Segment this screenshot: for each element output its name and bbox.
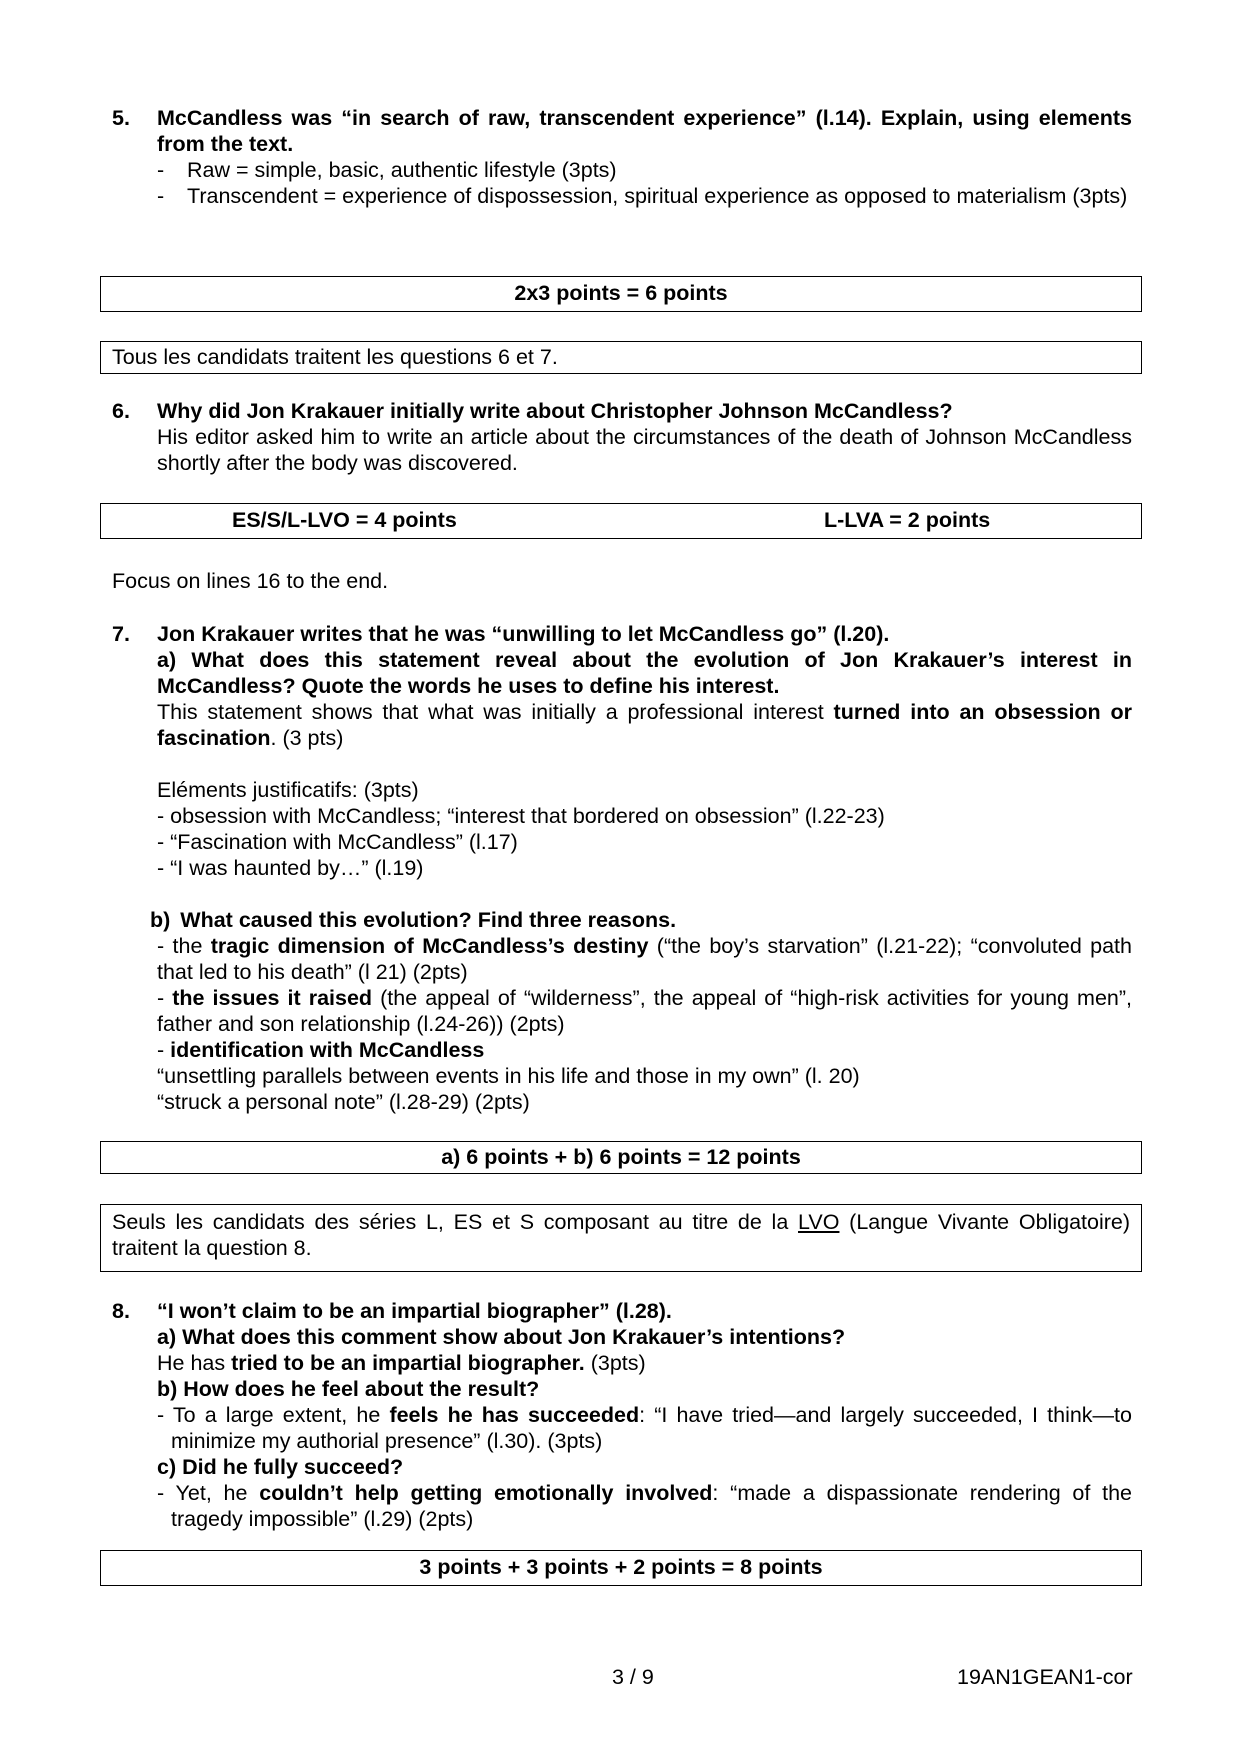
question-title: “I won’t claim to be an impartial biographer” (l.28). [157,1299,672,1323]
sub-question-a: a) What does this comment show about Jon Krakauer’s intentions? [157,1325,846,1349]
question-title: Why did Jon Krakauer initially write about Christopher Johnson McCandless? [157,399,953,423]
question-number: 5. [112,106,130,130]
quote-line: “unsettling parallels between events in his life and those in my own” (l. 20) [157,1064,860,1088]
points-lvo: ES/S/L-LVO = 4 points [232,508,457,532]
sub-question-b: b) How does he feel about the result? [157,1377,540,1401]
answer-c: - Yet, he couldn’t help getting emotionally involved: “made a dispassionate rendering of the tragedy impossible” (l.29) (2pts) [157,1481,1132,1531]
question-title: McCandless was “in search of raw, transcendent experience” (l.14). Explain, using elements from the text. [157,106,1132,156]
answer-text: Transcendent = experience of dispossession, spiritual experience as opposed to materialism (3pts) [187,184,1128,208]
question-5 [112,105,1132,255]
question-number: 7. [112,622,130,646]
answer-text: Raw = simple, basic, authentic lifestyle (3pts) [187,158,617,182]
answer-a: This statement shows that what was initially a professional interest turned into an obsession or fascination. (3 pts) [157,700,1132,750]
page-number: 3 / 9 [612,1665,654,1689]
question-6 [112,398,1132,478]
list-item: - “Fascination with McCandless” (l.17) [157,830,518,854]
points-box-q8: 3 points + 3 points + 2 points = 8 points [100,1550,1142,1586]
instruction-box-lvo: Seuls les candidats des séries L, ES et S composant au titre de la LVO (Langue Vivante Obligatoire) traitent la question 8. [100,1204,1142,1272]
list-item: - “I was haunted by…” (l.19) [157,856,424,880]
focus-instruction: Focus on lines 16 to the end. [112,569,389,593]
answer-text: His editor asked him to write an article about the circumstances of the death of Johnson McCandless shortly after the body was discovered. [157,425,1132,475]
question-title: Jon Krakauer writes that he was “unwilling to let McCandless go” (l.20). [157,622,890,646]
reason-3: - identification with McCandless [157,1038,485,1062]
sub-question-a: a) What does this statement reveal about the evolution of Jon Krakauer’s interest in McCandless? Quote the words he uses to define his interest. [157,648,1132,698]
points-box-q7: a) 6 points + b) 6 points = 12 points [100,1141,1142,1174]
list-item: - obsession with McCandless; “interest that bordered on obsession” (l.22-23) [157,804,885,828]
document-code: 19AN1GEAN1-cor [957,1665,1133,1689]
answer-a: He has tried to be an impartial biographer. (3pts) [157,1351,646,1375]
elements-title: Eléments justificatifs: (3pts) [157,778,419,802]
list-item: - Transcendent = experience of dispossession, spiritual experience as opposed to materialism (3pts) [157,184,1128,208]
question-7 [112,621,1132,1121]
instruction-box-all: Tous les candidats traitent les questions 6 et 7. [100,341,1142,374]
list-item: - Raw = simple, basic, authentic lifestyle (3pts) [157,158,617,182]
answer-b [157,933,1132,1115]
sub-question-b: b) What caused this evolution? Find three reasons. [150,908,677,932]
points-box-q5: 2x3 points = 6 points [100,276,1142,312]
quote-line: “struck a personal note” (l.28-29) (2pts) [157,1090,530,1114]
question-number: 8. [112,1299,130,1323]
reason-1: - the tragic dimension of McCandless’s destiny (“the boy’s starvation” (l.21-22); “convoluted path that led to his death” (l 21) (2pts) [157,934,1132,984]
reason-2: - the issues it raised (the appeal of “wilderness”, the appeal of “high-risk activities for young men”, father and son relationship (l.24-26)) (2pts) [157,986,1132,1036]
lvo-abbreviation: LVO [798,1210,840,1234]
answer-b: - To a large extent, he feels he has succeeded: “I have tried—and largely succeeded, I think—to minimize my authorial presence” (l.30). (3pts) [157,1403,1132,1453]
question-number: 6. [112,399,130,423]
points-box-q6 [100,503,1142,539]
points-lva: L-LVA = 2 points [824,508,991,532]
sub-question-c: c) Did he fully succeed? [157,1455,404,1479]
question-8 [112,1298,1132,1531]
